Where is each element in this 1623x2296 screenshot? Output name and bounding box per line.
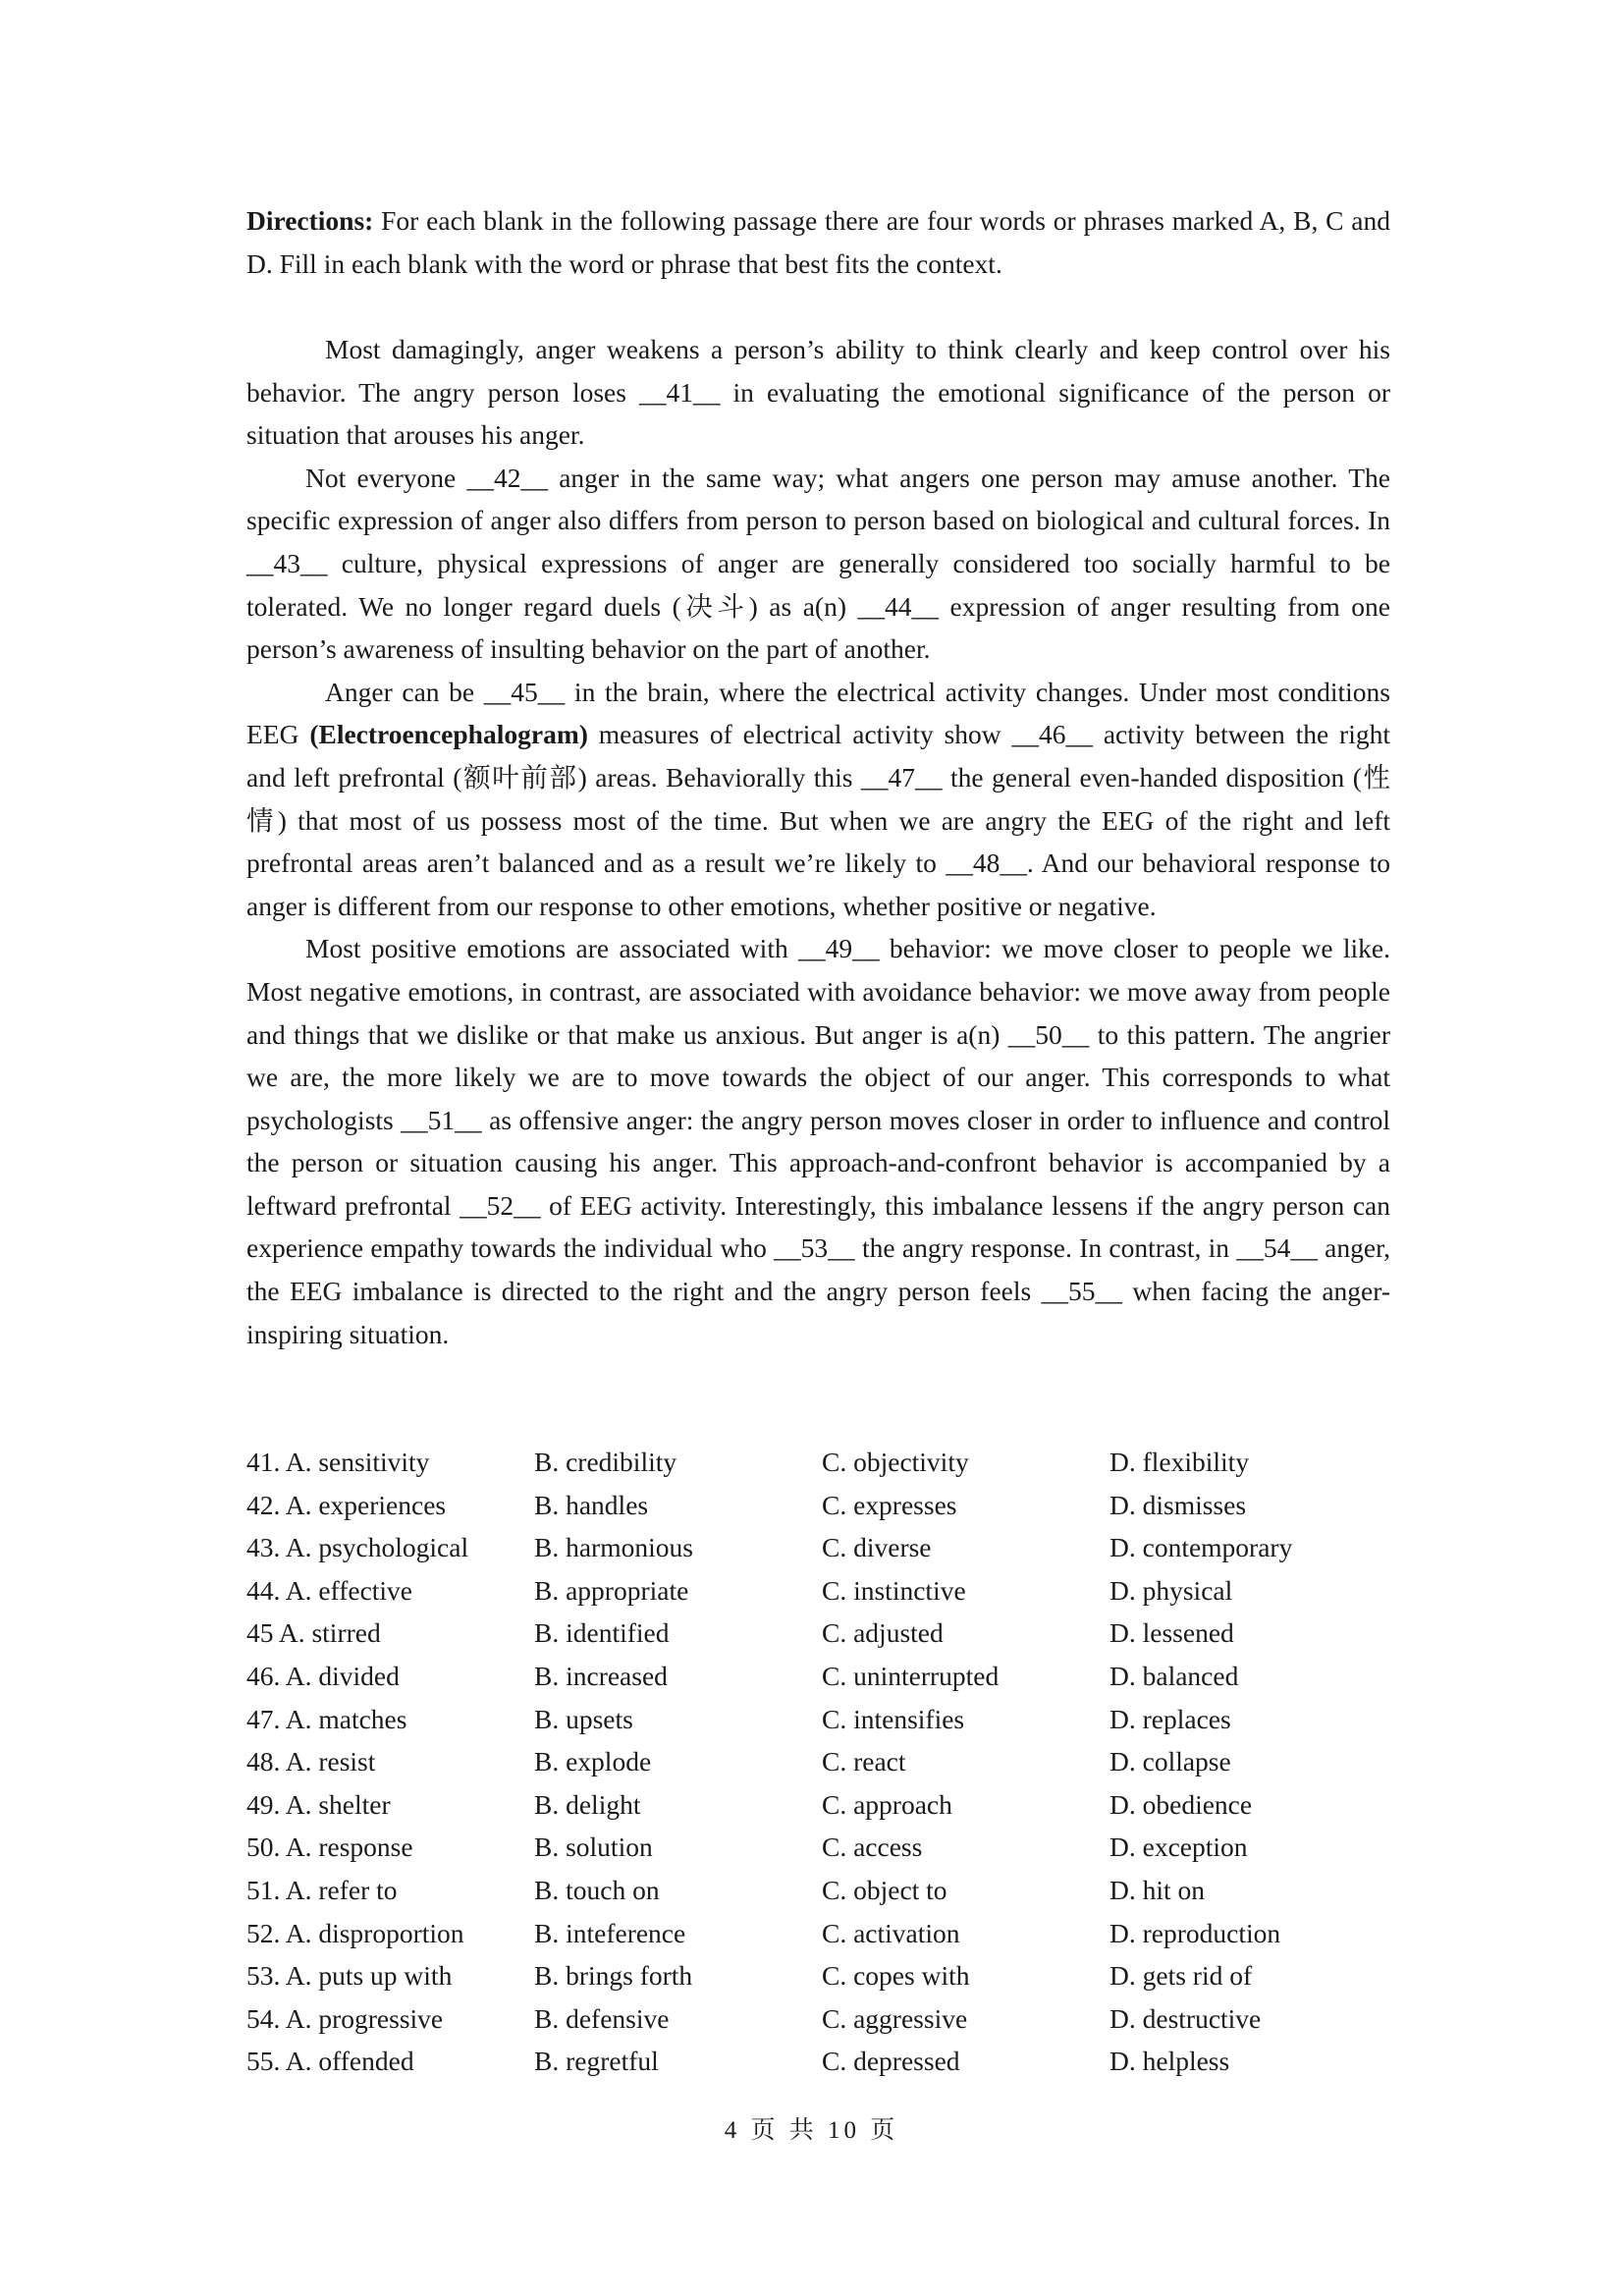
option-choice: D. physical: [1109, 1574, 1233, 1606]
option-choice: C. depressed: [822, 2046, 960, 2077]
option-row: [246, 1826, 1390, 1869]
option-choice: C. activation: [822, 1917, 960, 1948]
option-choice: B. regretful: [534, 2046, 659, 2077]
option-choice: 46. A. divided: [246, 1660, 400, 1691]
page-footer: 4 页 共 10 页: [724, 2117, 899, 2144]
option-choice: B. defensive: [534, 2002, 670, 2034]
option-row: [246, 1912, 1390, 1955]
option-row: [246, 2040, 1390, 2083]
option-choice: 42. A. experiences: [246, 1489, 447, 1520]
paragraph-text: Not everyone __42__ anger in the same way; what angers one person may amuse another. The specific expression of anger also differs from person to person based on biological and cultural forces. In __43__ culture, physical expressions of anger are generally considered too socially harmful to be tolerated. We no longer regard duels (决斗) as a(n) __44__ expression of anger resulting from one person’s awareness of insulting behavior on the part of another.: [246, 462, 1390, 665]
option-choice: B. solution: [534, 1831, 653, 1863]
option-choice: C. object to: [822, 1874, 947, 1905]
option-choice: B. credibility: [534, 1447, 677, 1477]
option-choice: D. helpless: [1109, 2046, 1230, 2077]
option-row: [246, 1954, 1390, 1997]
directions-text: For each blank in the following passage there are four words or phrases marked A, B, C and D. Fill in each blank with the word or phrase that best fits the context.: [246, 205, 1390, 279]
option-choice: B. upsets: [534, 1703, 633, 1734]
option-choice: 44. A. effective: [246, 1574, 413, 1606]
option-choice: B. handles: [534, 1489, 649, 1520]
passage-paragraph: [246, 328, 1390, 457]
option-choice: D. destructive: [1109, 2002, 1262, 2034]
option-choice: 47. A. matches: [246, 1703, 407, 1734]
passage-paragraph: [246, 457, 1390, 671]
option-choice: 53. A. puts up with: [246, 1960, 453, 1992]
option-choice: B. increased: [534, 1660, 668, 1691]
option-choice: D. flexibility: [1109, 1447, 1250, 1477]
option-choice: B. delight: [534, 1788, 641, 1820]
option-choice: 49. A. shelter: [246, 1788, 391, 1820]
option-row: [246, 1569, 1390, 1613]
directions: [246, 199, 1390, 285]
option-row: [246, 1655, 1390, 1698]
option-choice: D. gets rid of: [1109, 1960, 1253, 1992]
option-choice: D. hit on: [1109, 1874, 1206, 1905]
option-choice: 51. A. refer to: [246, 1874, 398, 1905]
answer-options: [246, 1441, 1390, 2083]
option-choice: B. brings forth: [534, 1960, 693, 1992]
option-choice: B. appropriate: [534, 1574, 689, 1606]
paragraph-text: Most positive emotions are associated with __49__ behavior: we move closer to people we like. Most negative emotions, in contrast, are associated with avoidance behavior: we move away from people and things that we dislike or that make us anxious. But anger is a(n) __50__ to this pattern. The angrier we are, the more likely we are to move towards the object of our anger. This corresponds to what psychologists __51__ as offensive anger: the angry person moves closer in order to influence and control the person or situation causing his anger. This approach-and-confront behavior is accompanied by a leftward prefrontal __52__ of EEG activity. Interestingly, this imbalance lessens if the angry person can experience empathy towards the individual who __53__ the angry response. In contrast, in __54__ anger, the EEG imbalance is directed to the right and the angry person feels __55__ when facing the anger-inspiring situation.: [246, 933, 1390, 1349]
option-choice: B. identified: [534, 1617, 670, 1649]
option-choice: B. explode: [534, 1746, 652, 1777]
option-choice: C. diverse: [822, 1532, 932, 1563]
option-choice: 55. A. offended: [246, 2046, 414, 2077]
option-choice: C. uninterrupted: [822, 1660, 1000, 1691]
option-choice: C. aggressive: [822, 2002, 968, 2034]
option-choice: C. objectivity: [822, 1447, 969, 1477]
option-row: [246, 1698, 1390, 1741]
option-row: [246, 1740, 1390, 1783]
option-choice: D. balanced: [1109, 1660, 1239, 1691]
directions-label: Directions:: [246, 205, 374, 236]
bold-term: (Electroencephalogram): [309, 719, 588, 750]
option-row: [246, 1441, 1390, 1484]
passage-paragraph: [246, 927, 1390, 1355]
option-row: [246, 1783, 1390, 1827]
option-choice: 54. A. progressive: [246, 2002, 444, 2034]
paragraph-text: measures of electrical activity show __46__ activity between the right and left prefrontal (额叶前部) areas. Behaviorally this __47__ the general even-handed disposition (性情) that most of us possess most of the time. But when we are angry the EEG of the right and left prefrontal areas aren’t balanced and as a result we’re likely to __48__. And our behavioral response to anger is different from our response to other emotions, whether positive or negative.: [246, 719, 1390, 921]
option-choice: 52. A. disproportion: [246, 1917, 464, 1948]
option-choice: C. expresses: [822, 1489, 957, 1520]
option-choice: C. access: [822, 1831, 923, 1863]
option-choice: 48. A. resist: [246, 1746, 376, 1777]
option-choice: D. replaces: [1109, 1703, 1231, 1734]
option-choice: C. adjusted: [822, 1617, 944, 1649]
option-choice: B. harmonious: [534, 1532, 693, 1563]
option-choice: D. exception: [1109, 1831, 1248, 1863]
option-choice: 43. A. psychological: [246, 1532, 469, 1563]
option-choice: D. lessened: [1109, 1617, 1234, 1649]
option-choice: B. touch on: [534, 1874, 660, 1905]
option-choice: C. instinctive: [822, 1574, 966, 1606]
option-row: [246, 1526, 1390, 1569]
option-choice: 45 A. stirred: [246, 1617, 381, 1649]
option-choice: 41. A. sensitivity: [246, 1447, 430, 1477]
option-choice: D. reproduction: [1109, 1917, 1281, 1948]
option-choice: B. inteference: [534, 1917, 686, 1948]
passage-paragraph: [246, 671, 1390, 928]
option-choice: D. contemporary: [1109, 1532, 1293, 1563]
paragraph-text: Anger can be __45__ in the brain, where the electrical activity changes. Under most conditions EEG: [246, 676, 1390, 750]
paragraph-text: Most damagingly, anger weakens a person’s ability to think clearly and keep control over his behavior. The angry person loses __41__ in evaluating the emotional significance of the person or situation that arouses his anger.: [246, 334, 1390, 451]
option-choice: 50. A. response: [246, 1831, 413, 1863]
cloze-passage: [246, 328, 1390, 1355]
option-row: [246, 1612, 1390, 1655]
option-choice: C. react: [822, 1746, 906, 1777]
option-choice: C. copes with: [822, 1960, 970, 1992]
option-choice: C. approach: [822, 1788, 952, 1820]
option-choice: D. dismisses: [1109, 1489, 1247, 1520]
option-row: [246, 1997, 1390, 2041]
option-choice: D. obedience: [1109, 1788, 1253, 1820]
option-row: [246, 1869, 1390, 1912]
option-choice: C. intensifies: [822, 1703, 965, 1734]
option-row: [246, 1484, 1390, 1527]
option-choice: D. collapse: [1109, 1746, 1231, 1777]
